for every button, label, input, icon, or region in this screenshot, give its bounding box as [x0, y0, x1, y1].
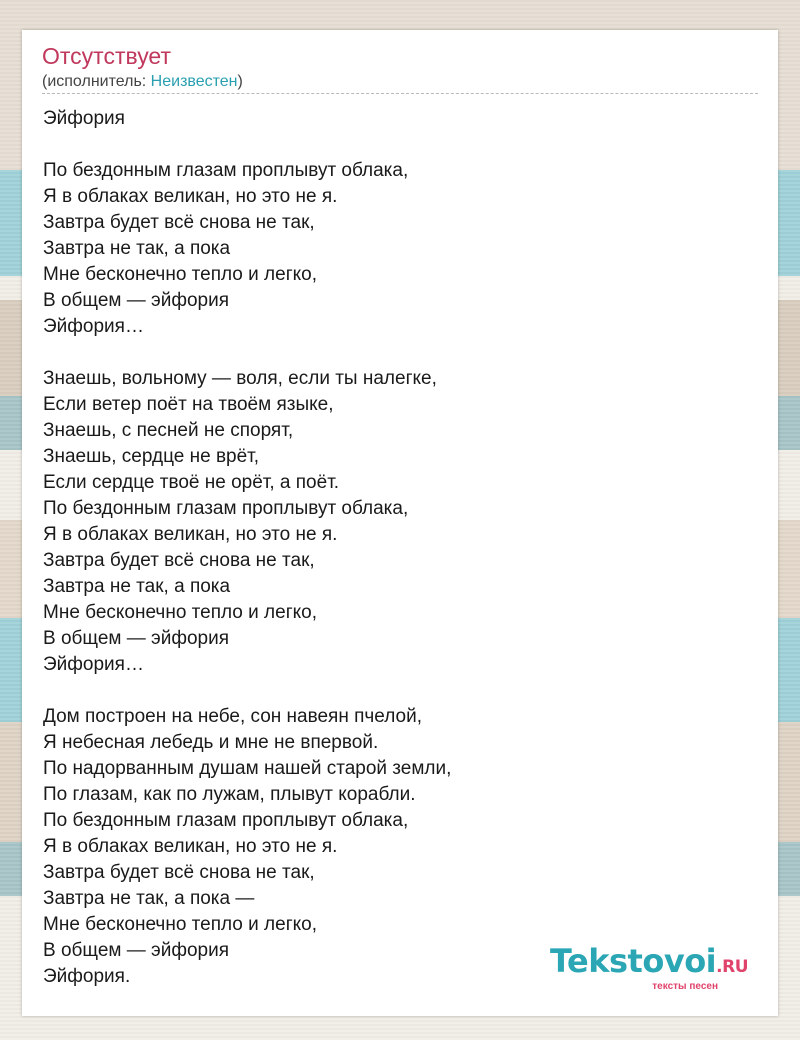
- lyric-line: Эйфория…: [43, 316, 144, 337]
- lyric-line: Эйфория: [43, 108, 125, 129]
- lyric-line: Завтра будет всё снова не так,: [43, 550, 315, 571]
- site-logo[interactable]: [549, 942, 748, 992]
- lyrics-card: [22, 30, 778, 1016]
- lyric-line: В общем — эйфория: [43, 940, 229, 961]
- artist-prefix: (исполнитель:: [42, 73, 151, 90]
- lyric-line: По бездонным глазам проплывут облака,: [43, 160, 409, 181]
- lyric-line: Дом построен на небе, сон навеян пчелой,: [43, 706, 422, 727]
- logo-tld: .RU: [716, 957, 748, 977]
- artist-link[interactable]: Неизвестен: [150, 73, 238, 90]
- logo-tagline: тексты песен: [652, 981, 718, 992]
- lyric-line: Знаешь, вольному — воля, если ты налегке,: [43, 368, 437, 389]
- lyric-line: В общем — эйфория: [43, 628, 229, 649]
- lyric-line: Мне бесконечно тепло и легко,: [43, 264, 317, 285]
- lyric-line: Мне бесконечно тепло и легко,: [43, 914, 317, 935]
- lyric-line: Я в облаках великан, но это не я.: [43, 836, 338, 857]
- lyric-line: Знаешь, сердце не врёт,: [43, 446, 260, 467]
- logo-name: Tekstovoi: [549, 942, 717, 980]
- artist-suffix: ): [237, 73, 243, 90]
- lyric-line: Завтра не так, а пока —: [43, 888, 255, 909]
- lyric-line: Я небесная лебедь и мне не впервой.: [43, 732, 379, 753]
- lyric-line: По бездонным глазам проплывут облака,: [43, 810, 409, 831]
- song-title: Отсутствует: [42, 43, 171, 69]
- lyric-line: Мне бесконечно тепло и легко,: [43, 602, 317, 623]
- lyric-line: Я в облаках великан, но это не я.: [43, 186, 338, 207]
- lyric-line: Завтра будет всё снова не так,: [43, 212, 315, 233]
- stanza-break: [43, 132, 743, 158]
- lyric-line: По надорванным душам нашей старой земли,: [43, 758, 452, 779]
- lyric-line: Завтра будет всё снова не так,: [43, 862, 315, 883]
- lyric-line: Если сердце твоё не орёт, а поёт.: [43, 472, 340, 493]
- divider: [42, 93, 758, 94]
- lyric-line: Знаешь, с песней не спорят,: [43, 420, 294, 441]
- lyric-line: Если ветер поёт на твоём языке,: [43, 394, 334, 415]
- stanza-break: [43, 678, 743, 704]
- lyric-line: По бездонным глазам проплывут облака,: [43, 498, 409, 519]
- lyrics-body: [43, 106, 743, 990]
- lyric-line: Завтра не так, а пока: [43, 238, 231, 259]
- lyric-line: Эйфория…: [43, 654, 144, 675]
- lyric-line: В общем — эйфория: [43, 290, 229, 311]
- artist-line: [42, 73, 243, 91]
- lyric-line: Я в облаках великан, но это не я.: [43, 524, 338, 545]
- lyric-line: Эйфория.: [43, 966, 131, 987]
- lyric-line: По глазам, как по лужам, плывут корабли.: [43, 784, 416, 805]
- lyric-line: Завтра не так, а пока: [43, 576, 231, 597]
- stanza-break: [43, 340, 743, 366]
